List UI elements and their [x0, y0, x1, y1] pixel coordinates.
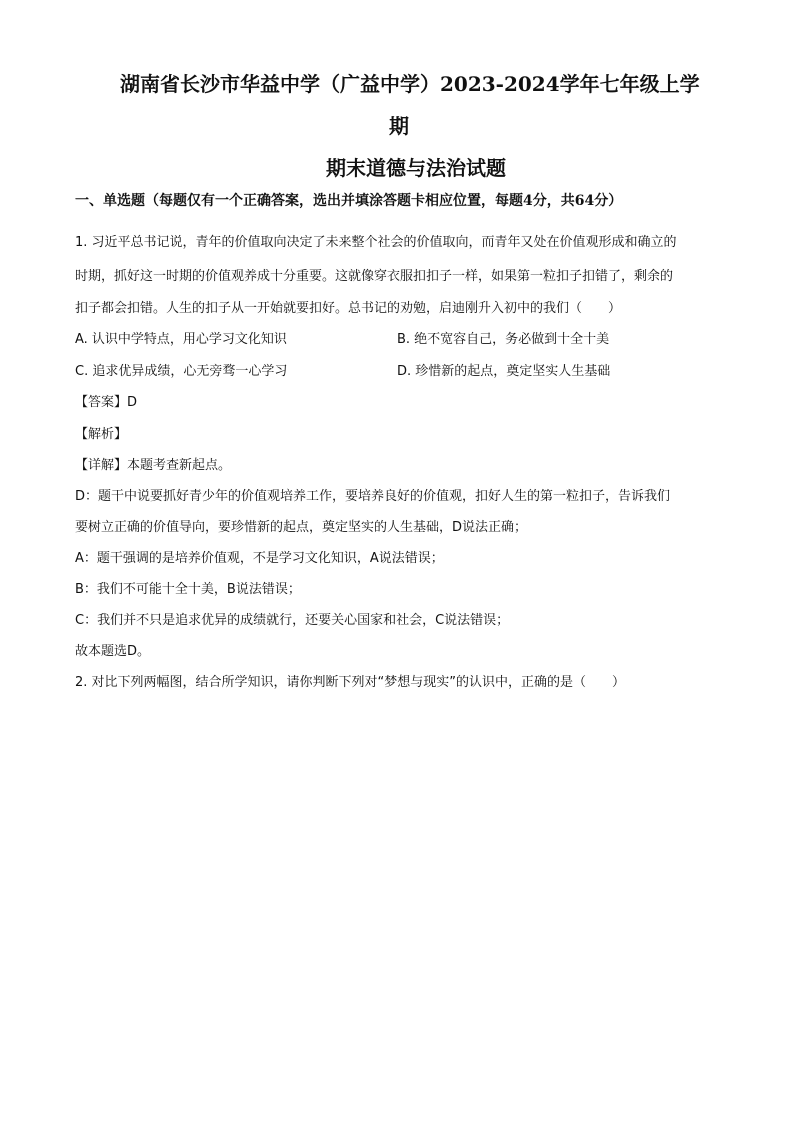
question-1-answer — [75, 391, 137, 410]
exam-title-line-1: 湖南省长沙市华益中学（广益中学）2023-2024学年七年级上学 — [120, 72, 700, 96]
exam-title-line-3: 期末道德与法治试题 — [326, 156, 506, 180]
explain-line-3: A：题干强调的是培养价值观，不是学习文化知识，A说法错误； — [75, 551, 444, 566]
answer-value: D — [127, 395, 138, 410]
question-1-option-c[interactable]: C. 追求优异成绩，心无旁骛一心学习 — [75, 364, 288, 379]
question-1-stem-line-3: 扣子都会扣错。人生的扣子从一开始就要扣好。总书记的劝勉，启迪刚升入初中的我们（ ） — [75, 301, 622, 316]
explain-line-5: C：我们并不只是追求优异的成绩就行，还要关心国家和社会，C说法错误； — [75, 613, 510, 628]
explain-line-4: B：我们不可能十全十美，B说法错误； — [75, 582, 301, 597]
question-1-stem-line-1: 1. 习近平总书记说，青年的价值取向决定了未来整个社会的价值取向，而青年又处在价值观形成和确立的 — [75, 235, 677, 250]
answer-label: 【答案】 — [75, 395, 128, 410]
explain-line-6: 故本题选D。 — [75, 644, 151, 659]
section-heading: 一、单选题（每题仅有一个正确答案，选出并填涂答题卡相应位置，每题4分，共64分） — [75, 193, 623, 209]
detail-label: 【详解】 — [75, 458, 128, 473]
explain-line-2: 要树立正确的价值导向，要珍惜新的起点，奠定坚实的人生基础，D说法正确； — [75, 520, 528, 535]
question-1-analysis-label: 【解析】 — [75, 427, 128, 442]
question-2-stem: 2. 对比下列两幅图，结合所学知识，请你判断下列对“梦想与现实”的认识中，正确的是（ ） — [75, 675, 626, 690]
question-1-option-d[interactable]: D. 珍惜新的起点，奠定坚实人生基础 — [397, 364, 611, 379]
question-1-option-b[interactable]: B. 绝不宽容自己，务必做到十全十美 — [397, 332, 610, 347]
detail-text: 本题考查新起点。 — [127, 458, 232, 473]
explain-line-1: D：题干中说要抓好青少年的价值观培养工作，要培养良好的价值观，扣好人生的第一粒扣子，告诉我们 — [75, 489, 671, 504]
exam-title-line-2: 期 — [389, 114, 409, 138]
question-1-option-a[interactable]: A. 认识中学特点，用心学习文化知识 — [75, 332, 287, 347]
question-1-detail — [75, 454, 231, 473]
question-1-stem-line-2: 时期，抓好这一时期的价值观养成十分重要。这就像穿衣服扣扣子一样，如果第一粒扣子扣错了，剩余的 — [75, 269, 674, 284]
